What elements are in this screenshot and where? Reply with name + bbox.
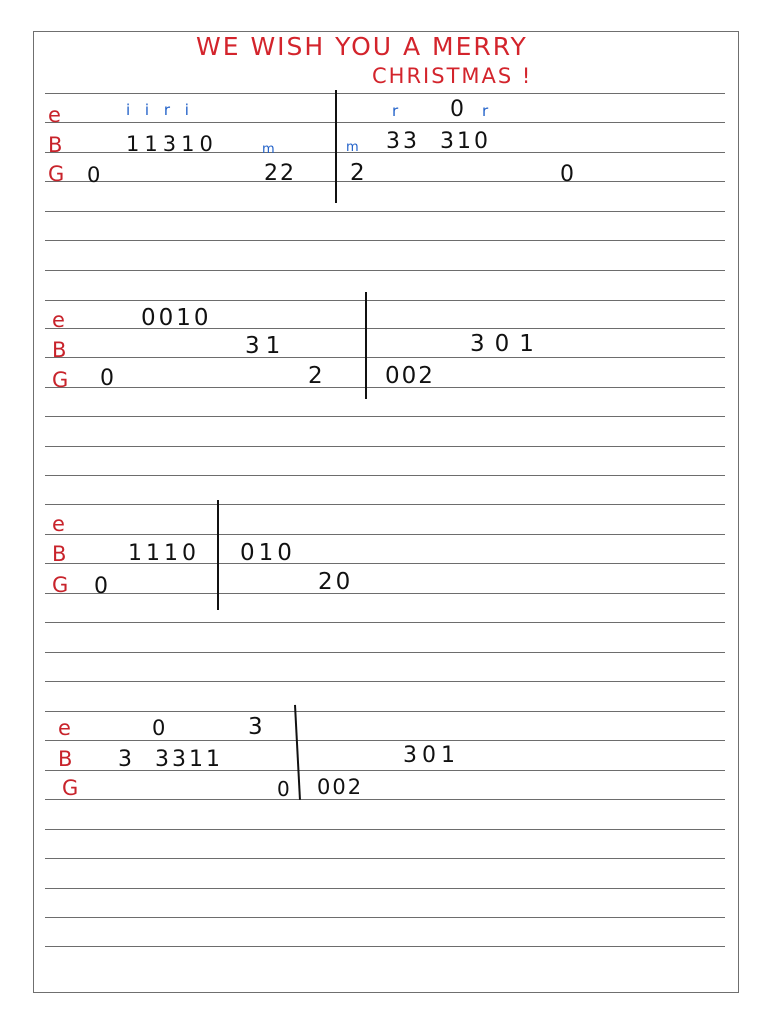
- bar-line: [335, 90, 337, 203]
- string-label-B: B: [52, 542, 67, 566]
- fingering-markers: i i r i: [126, 101, 194, 119]
- fret-number: 0010: [141, 305, 212, 331]
- ruled-line: [45, 300, 725, 301]
- ruled-line: [45, 593, 725, 594]
- ruled-line: [45, 740, 725, 741]
- bar-line: [217, 500, 219, 610]
- ruled-line: [45, 504, 725, 505]
- ruled-line: [45, 888, 725, 889]
- ruled-line: [45, 681, 725, 682]
- fret-number: 20: [318, 569, 354, 595]
- fret-number: 002: [385, 363, 435, 389]
- fret-number: 301: [403, 743, 460, 768]
- fret-number: 31: [245, 333, 287, 359]
- fret-number: 2: [308, 363, 323, 389]
- bar-line: [365, 292, 367, 399]
- string-label-e: e: [48, 103, 61, 127]
- fret-number: 0: [560, 162, 574, 187]
- ruled-line: [45, 475, 725, 476]
- ruled-line: [45, 93, 725, 94]
- ruled-line: [45, 858, 725, 859]
- title-line-2: CHRISTMAS !: [372, 64, 533, 88]
- fret-number: 010: [240, 540, 296, 566]
- ruled-line: [45, 622, 725, 623]
- fret-number: 3 3311: [118, 747, 223, 772]
- ruled-line: [45, 357, 725, 358]
- ruled-line: [45, 122, 725, 123]
- fret-number: 002: [317, 775, 364, 799]
- ruled-line: [45, 799, 725, 800]
- fingering-marker: r: [482, 102, 489, 120]
- ruled-line: [45, 240, 725, 241]
- fingering-marker: m: [262, 142, 275, 157]
- fret-number: 1110: [128, 541, 200, 566]
- fret-number: 0: [100, 366, 114, 391]
- string-label-G: G: [48, 162, 65, 186]
- ruled-line: [45, 917, 725, 918]
- ruled-line: [45, 534, 725, 535]
- fret-number: 3: [248, 714, 263, 740]
- fret-number: 301: [470, 331, 544, 357]
- string-label-B: B: [58, 747, 73, 771]
- fret-number: 0: [152, 716, 166, 740]
- ruled-line: [45, 446, 725, 447]
- ruled-line: [45, 652, 725, 653]
- string-label-G: G: [52, 573, 69, 597]
- fingering-marker: r: [392, 102, 399, 120]
- fret-number: 0: [87, 163, 101, 187]
- fingering-marker: m: [346, 140, 359, 155]
- string-label-B: B: [52, 338, 67, 362]
- ruled-line: [45, 416, 725, 417]
- ruled-line: [45, 711, 725, 712]
- string-label-e: e: [58, 716, 71, 740]
- string-label-e: e: [52, 512, 65, 536]
- ruled-line: [45, 829, 725, 830]
- fret-number: 11310: [126, 132, 218, 156]
- fret-number: 0: [94, 574, 108, 599]
- ruled-line: [45, 270, 725, 271]
- string-label-B: B: [48, 133, 63, 157]
- string-label-G: G: [52, 368, 69, 392]
- fret-number: 33 310: [386, 129, 491, 154]
- fret-number: 0: [277, 777, 290, 801]
- string-label-e: e: [52, 308, 65, 332]
- fret-number: 22: [264, 161, 296, 186]
- fret-number: 0: [450, 97, 464, 122]
- fret-number: 2: [350, 160, 365, 186]
- ruled-line: [45, 181, 725, 182]
- title-line-1: WE WISH YOU A MERRY: [196, 32, 528, 61]
- ruled-line: [45, 211, 725, 212]
- string-label-G: G: [62, 776, 79, 800]
- page-border: [33, 31, 739, 993]
- ruled-line: [45, 946, 725, 947]
